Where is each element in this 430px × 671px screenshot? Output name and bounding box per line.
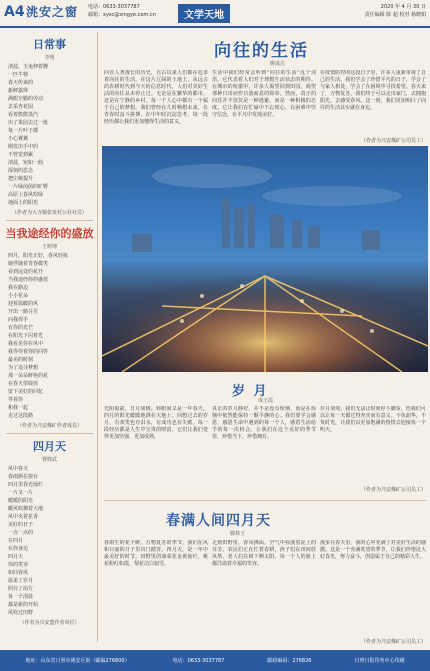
poem-line: 等着你: [8, 397, 24, 403]
poem-line: 留下美好的回忆: [8, 389, 44, 395]
header-date-block: [365, 3, 426, 19]
divider: [6, 220, 93, 221]
poem-line: 四月天: [8, 554, 24, 560]
poem-line: 春天传来的: [8, 80, 34, 86]
poem-1-title: 日常事: [33, 38, 66, 51]
poem-line: 新鲜露珠: [8, 88, 29, 94]
poem-line: 如同春风: [8, 570, 29, 576]
poem-2-title: 当我途经你的盛放: [5, 227, 94, 240]
poem-line: 开出一路芬芳: [8, 309, 39, 315]
poem-line: 有你的光芒: [8, 325, 34, 331]
poem-line: 在四月: [8, 538, 24, 544]
poem-line: 一片绿茵茵的旷野: [8, 184, 49, 190]
footer-postcode: 邮政编码：276826: [267, 658, 312, 664]
poem-2-footer: （作者为兴安煤矿作者成员）: [16, 423, 82, 429]
main-article-col-3: 在疫情防控的这段日子里，许多人重新审视了自己的生活。我们学会了珍惜平凡的日子，学会了与家人相处，学会了在困境中寻找希望。春天来了，万物复苏，我们终于可以走出家门，去拥抱阳光，去感受春风。这一刻，我们更加明白了向往的生活其实就在身边。: [320, 70, 426, 111]
poem-line: 一点一点的: [8, 530, 34, 536]
poem-line: 每一片叶子都: [8, 128, 39, 134]
poem-line: 深刻的思念: [8, 168, 34, 174]
poem-line: 一匹牛犊: [8, 72, 29, 78]
poem-line: 走过这段路: [8, 413, 34, 419]
poem-line: 在阳光下闪着光: [8, 333, 44, 339]
poem-line: 看到远处的花开: [8, 269, 44, 275]
poem-3-footer: （作者为兴安盟作者单位）: [19, 620, 80, 626]
poem-line: 你的笑容: [8, 562, 29, 568]
header-email: 邮箱：xysc@xingye.com.cn: [88, 12, 156, 18]
poem-box-title: 岁 月: [232, 384, 269, 399]
poem-line: 温柔了岁月: [8, 578, 34, 584]
story-author: 滕林玉: [230, 531, 246, 537]
poem-line: 我在路边: [8, 285, 29, 291]
city-night-photo: [102, 146, 428, 372]
footer-address: 地址：山东省日照市洮安区街（邮编276800）: [25, 658, 130, 664]
main-article-col-2: 生活中我们经常会听到“向往的生活”这个词语，它代表着人们对于理想生活状态的期待。在城市的喧嚣中，许多人渴望回到田园，渴望那种日出而作日落而息的简单。然而，真正的向往并不仅仅是一种逃避，而是一种积极的态度。它让我们在忙碌中不忘初心，在困难中坚守信念，在平凡中发现美好。: [212, 70, 316, 118]
poem-line: 地面上的阳光: [8, 200, 39, 206]
poem-line: 最美的时刻: [8, 357, 34, 363]
poem-line: 一片又一片: [8, 490, 34, 496]
poem-line: 我看见你在风中: [8, 341, 44, 347]
poem-2-author: 王树坤: [41, 244, 57, 250]
poem-line: 暖风吹拂着大地: [8, 506, 44, 512]
story-col-3: 漫步在春天里，我的心中充满了对美好生活的感激。这是一个充满希望的季节，让我们珍惜这大好春光，努力奋斗，创造属于自己的精彩人生。: [320, 540, 426, 560]
poem-line: 向我挥手: [8, 317, 29, 323]
story-col-1: 春雨生的花个鲜，万物复苏的季节，我们在风和日丽的日子里出门踏青。四月天，是一年中最美好的时节。田野里的油菜花金黄灿烂，桃花粉红如霞，梨花洁白似雪。: [104, 540, 208, 567]
poem-line: 刚发出手中的: [8, 144, 39, 150]
poem-line: 我等待着你的回答: [8, 349, 49, 355]
poem-line: 迎着温暖的风: [8, 301, 39, 307]
poem-line: 不曾觉到累: [8, 152, 34, 158]
poem-line: 清晨，宛如一曲: [8, 160, 44, 166]
footer-phone: 电话：0633-3037787: [172, 658, 225, 664]
main-article-col-1: 回首人类漫长的历史，自古以来人们都在追求着向往的生活。在这片辽阔的土地上，从远古的农耕时代到今天的信息时代，人们对美好生活的向往从未停止过。无论是在繁华的都市，还是在宁静的乡村，每一个人心中都有一个属于自己的梦想。我们曾经在儿时畅想未来，在青春时奋斗拼搏，在中年时沉淀思考，每一段经历都让我们更加懂得生活的意义。: [104, 70, 208, 125]
poem-line: 暖暖的阳光: [8, 498, 34, 504]
masthead: 洮安之窗: [26, 5, 79, 19]
poem-line: 看着熊熊蒸汽: [8, 112, 39, 118]
poem-line: 四月，阳光正好，春风轻抚: [8, 253, 69, 259]
poem-line: 每一个清晨: [8, 594, 34, 600]
main-article-footer: （作者为兴安煤矿公司员工）: [360, 138, 426, 144]
poem-line: 在春天里绽放: [8, 381, 39, 387]
poem-1-footer: （作者为大寺镇张发村公社社员）: [11, 210, 87, 216]
poem-1-body: [2, 63, 97, 207]
poem-box-footer: （作者为兴安煤矿公司员工）: [360, 487, 426, 493]
poem-line: 那一朵朵鲜艳的花: [8, 373, 49, 379]
divider: [6, 433, 93, 434]
story-col-2: 走到田野里，春风拂面，空气中弥漫着泥土的芬芳。农民们正在忙着春耕，孩子们在田间放风筝，老人们在树下晒太阳。每一个人的脸上都洋溢着幸福的笑容。: [212, 540, 316, 567]
poem-line: 高原上春风吹绿: [8, 192, 44, 198]
poem-3-author: 曹晓武: [41, 457, 57, 463]
editors: 责任编辑 陈 超 校对 杨晓娟: [364, 12, 426, 18]
header-phone: 电话：0633-3037787: [88, 4, 140, 10]
poem-line: 她伴随着青春微笑: [8, 261, 49, 267]
poem-line: 把庄稼提升: [8, 176, 34, 182]
page-number: A4: [4, 4, 25, 20]
poem-line: 在你身边: [8, 546, 29, 552]
poem-3-body: [2, 465, 97, 617]
divider: [104, 500, 426, 501]
poem-line: 美好的日子: [8, 522, 34, 528]
poem-line: 风中夹着花香: [8, 514, 39, 520]
poem-box-col-3: 岁月匆匆，我们无法让时间停下脚步，但我们可以让每一天都过得充实而有意义。不负韶华，不负时光，让我们以更加饱满的热情去迎接每一个明天。: [320, 406, 426, 433]
poem-line: 小心翼翼: [8, 136, 29, 142]
story-title: 春满人间四月天: [166, 513, 271, 529]
poem-1-author: 李明: [44, 55, 55, 61]
poem-3: [2, 438, 97, 626]
poem-line: 为了追寻梦想: [8, 365, 39, 371]
poem-1: [2, 36, 97, 216]
page-header: [0, 0, 430, 28]
page-footer: [0, 650, 430, 671]
header-contact: [88, 3, 156, 19]
poem-line: 四月里春光灿烂: [8, 482, 44, 488]
poem-line: 出了果园去过一批: [8, 120, 49, 126]
footer-printer: 日照日报印务中心印刷: [354, 658, 405, 664]
poem-line: 风吹过田野: [8, 610, 34, 616]
poem-line: 去采杏花园: [8, 104, 34, 110]
poem-line: 照亮了前方: [8, 586, 34, 592]
poem-3-title: 四月天: [33, 440, 66, 453]
poem-line: 都是新的开始: [8, 602, 39, 608]
poem-box-col-1: 光阴似箭，日月如梭。转眼间又是一年春天，四月的阳光暖暖地洒在大地上。回想过去的岁月，有欢笑也有泪水，有成功也有失败。每一段经历都是人生中宝贵的财富，它们让我们变得更加坚强，更加成熟。: [104, 406, 208, 440]
poem-line: 满眼辛勤的劳动: [8, 96, 44, 102]
story-footer: （作者为兴安煤矿公司员工）: [360, 639, 426, 645]
poem-2: [2, 225, 97, 429]
poem-box-col-2: 真正的岁月静好，并不是没有烦恼，而是在烦恼中依然能保持一颗平静的心。我们要学会感恩，感恩生命中遇到的每一个人，感恩生活给予的每一次机会。让我们在这个美好的季节里，珍惜当下，珍惜拥有。: [212, 406, 316, 440]
poem-line: 风中春天: [8, 466, 29, 472]
poem-line: 春雨洒在窗台: [8, 474, 39, 480]
poem-line: 小小花朵: [8, 293, 29, 299]
poem-line: 清晨，玉兔伸着腰: [8, 64, 49, 70]
poem-line: 当我途经你的盛放: [8, 277, 49, 283]
poem-2-body: [2, 252, 97, 420]
poem-box-author: 成玉霞: [258, 398, 274, 404]
poem-line: 和我一起: [8, 405, 29, 411]
section-tag: 文学天地: [178, 4, 230, 23]
main-article-author: 姚成岳: [270, 61, 286, 67]
issue-date: 2020 年 4 月 30 日: [380, 4, 426, 10]
left-column: [2, 32, 98, 642]
main-article-title: 向往的生活: [214, 41, 309, 61]
city-photo-illustration: [102, 146, 428, 372]
